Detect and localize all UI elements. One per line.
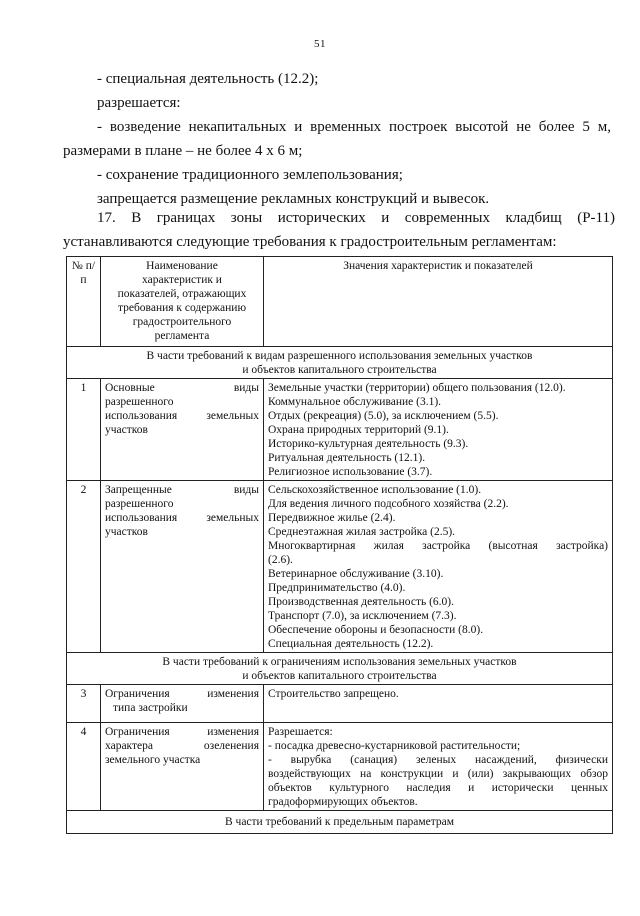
row-values: Строительство запрещено. [264, 685, 613, 723]
section-row-restrictions: В части требований к ограничениям использования земельных участков и объектов капитального строительства [67, 653, 613, 685]
row-num: 4 [67, 723, 101, 811]
row-values: Сельскохозяйственное использование (1.0). Для ведения личного подсобного хозяйства (2.2). Передвижное жилье (2.4). Среднеэтажная жилая застройка (2.5). Многоквартирная жилая застройка (высотная застройка) (2.6). Ветеринарное обслуживание (3.10). Предпринимательство (4.0). Производственная деятельность (6.0). Транспорт (7.0), за исключением (7.3). Обеспечение обороны и безопасности (8.0). Специальная деятельность (12.2). [264, 481, 613, 653]
regulations-table [66, 256, 613, 834]
header-values: Значения характеристик и показателей [264, 257, 613, 347]
page-number: 51 [314, 38, 326, 50]
section-17-lead: 17. В [97, 210, 142, 226]
row-name: Ограничения изменения типа застройки [101, 685, 264, 723]
table-row [67, 723, 613, 811]
section-17-paragraph [63, 206, 615, 254]
intro-line-prohibited-ads: запрещается размещение рекламных конструкций и вывесок. [97, 191, 490, 207]
intro-line-allowed: разрешается: [97, 95, 181, 111]
row-values: Разрешается: - посадка древесно-кустарниковой растительности; - вырубка (санация) зеленых насаждений, физически воздействующих на конструкции и (или) закрывающих обзор объектов культурного наследия и исторически ценных градоформирующих объектов. [264, 723, 613, 811]
row-values: Земельные участки (территории) общего пользования (12.0). Коммунальное обслуживание (3.1). Отдых (рекреация) (5.0), за исключением (5.5). Охрана природных территорий (9.1). Историко-культурная деятельность (9.3). Ритуальная деятельность (12.1). Религиозное использование (3.7). [264, 379, 613, 481]
row-num: 2 [67, 481, 101, 653]
row-name: Основные виды разрешенного использования земельных участков [101, 379, 264, 481]
section-row-limit-parameters: В части требований к предельным параметрам [67, 811, 613, 834]
table-row [67, 685, 613, 723]
table-row [67, 481, 613, 653]
row-num: 1 [67, 379, 101, 481]
section-row-permitted-use: В части требований к видам разрешенного использования земельных участков и объектов капитального строительства [67, 347, 613, 379]
row-name: Запрещенные виды разрешенного использования земельных участков [101, 481, 264, 653]
row-num: 3 [67, 685, 101, 723]
intro-line-special-activity: - специальная деятельность (12.2); [97, 71, 319, 87]
intro-line-dimensions: размерами в плане – не более 4 х 6 м; [63, 143, 303, 159]
header-num: № п/п [67, 257, 101, 347]
header-name: Наименование характеристик и показателей, отражающих требования к содержанию градостроительного регламента [101, 257, 264, 347]
intro-line-temporary-buildings: - возведение некапитальных и временных построек высотой не более 5 м, [97, 119, 611, 135]
intro-line-traditional-land-use: - сохранение традиционного землепользования; [97, 167, 403, 183]
row-name: Ограничения изменения характера озеленения земельного участка [101, 723, 264, 811]
table-row [67, 379, 613, 481]
section-17-text: границах зоны исторических и современных кладбищ (Р-11) устанавливаются следующие требования к градостроительным регламентам: [63, 210, 615, 250]
table-header-row [67, 257, 613, 347]
